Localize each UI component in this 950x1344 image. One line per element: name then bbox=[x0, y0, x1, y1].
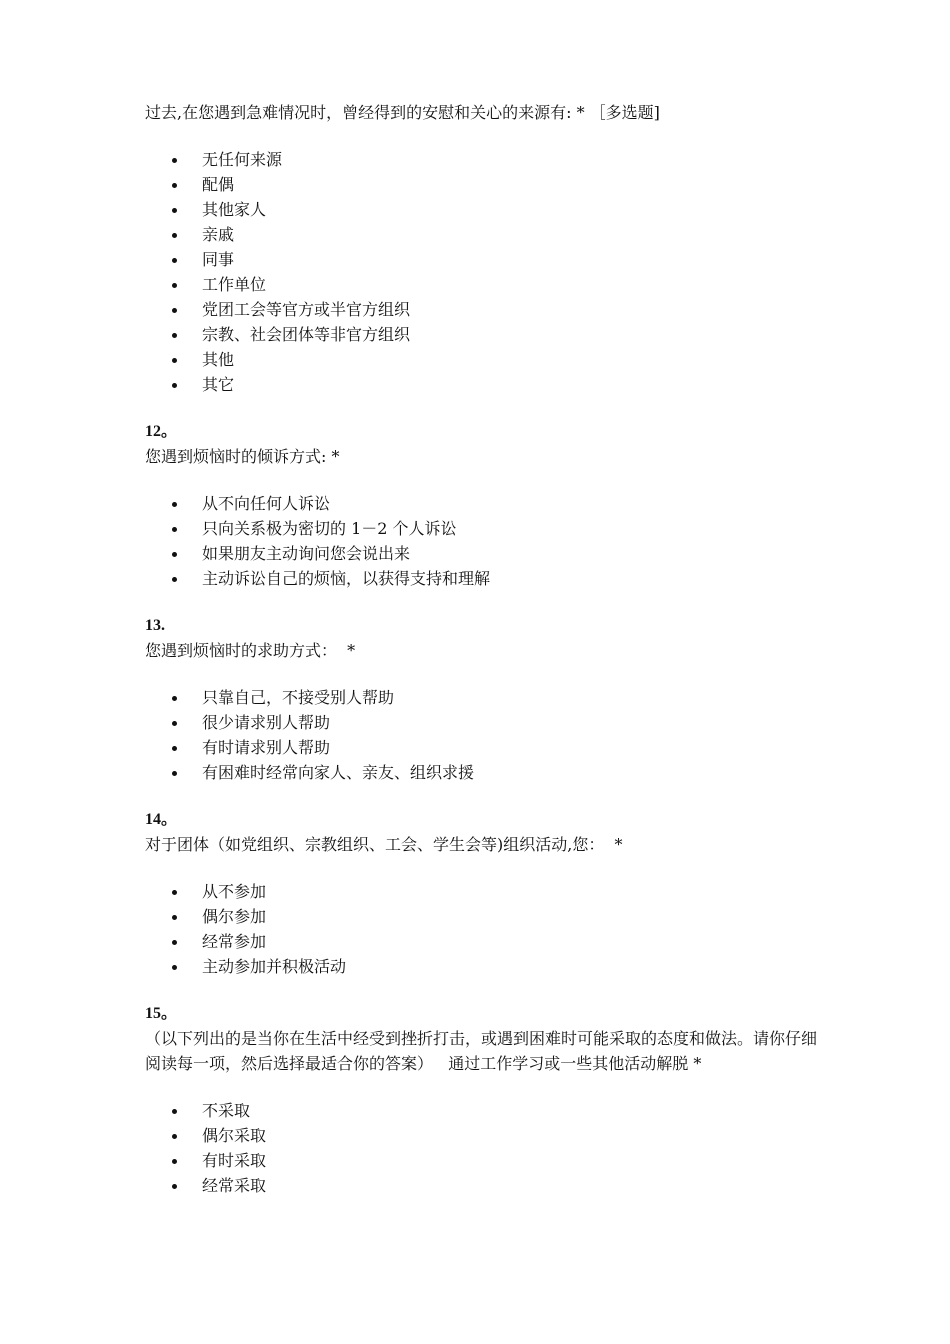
option-item[interactable] bbox=[145, 272, 825, 297]
bullet-icon bbox=[172, 527, 177, 532]
option-item[interactable] bbox=[145, 197, 825, 222]
option-label: 无任何来源 bbox=[202, 150, 283, 169]
question-14 bbox=[145, 807, 825, 979]
bullet-icon bbox=[172, 915, 177, 920]
bullet-icon bbox=[172, 1109, 177, 1114]
question-text: （以下列出的是当你在生活中经受到挫折打击，或遇到困难时可能采取的态度和做法。请你仔细阅读每一项，然后选择最适合你的答案） 通过工作学习或一些其他活动解脱 * bbox=[145, 1029, 818, 1073]
option-label: 如果朋友主动询问您会说出来 bbox=[202, 544, 411, 563]
option-item[interactable] bbox=[145, 541, 825, 566]
option-label: 工作单位 bbox=[202, 275, 267, 294]
option-item[interactable] bbox=[145, 247, 825, 272]
question-11 bbox=[145, 100, 825, 397]
option-label: 宗教、社会团体等非官方组织 bbox=[202, 325, 411, 344]
option-item[interactable] bbox=[145, 1148, 825, 1173]
question-text: 对于团体（如党组织、宗教组织、工会、学生会等)组织活动,您： * bbox=[145, 835, 623, 854]
questionnaire-page bbox=[145, 100, 825, 1198]
bullet-icon bbox=[172, 696, 177, 701]
question-number: 12。 bbox=[145, 423, 178, 440]
bullet-icon bbox=[172, 258, 177, 263]
option-label: 从不向任何人诉讼 bbox=[202, 494, 331, 513]
option-item[interactable] bbox=[145, 172, 825, 197]
bullet-icon bbox=[172, 233, 177, 238]
option-item[interactable] bbox=[145, 929, 825, 954]
bullet-icon bbox=[172, 333, 177, 338]
bullet-icon bbox=[172, 965, 177, 970]
spacer bbox=[145, 979, 825, 1001]
option-label: 有时请求别人帮助 bbox=[202, 738, 331, 757]
option-label: 经常采取 bbox=[202, 1176, 267, 1195]
bullet-icon bbox=[172, 940, 177, 945]
bullet-icon bbox=[172, 577, 177, 582]
bullet-icon bbox=[172, 890, 177, 895]
question-13 bbox=[145, 613, 825, 785]
option-item[interactable] bbox=[145, 710, 825, 735]
option-label: 经常参加 bbox=[202, 932, 267, 951]
question-number: 15。 bbox=[145, 1005, 178, 1022]
bullet-icon bbox=[172, 358, 177, 363]
bullet-icon bbox=[172, 158, 177, 163]
spacer bbox=[145, 591, 825, 613]
option-item[interactable] bbox=[145, 566, 825, 591]
question-15 bbox=[145, 1001, 825, 1198]
option-label: 只向关系极为密切的 1－2 个人诉讼 bbox=[202, 519, 457, 538]
question-text: 您遇到烦恼时的倾诉方式: * bbox=[145, 447, 340, 466]
option-list bbox=[145, 1098, 825, 1198]
option-label: 党团工会等官方或半官方组织 bbox=[202, 300, 411, 319]
option-item[interactable] bbox=[145, 491, 825, 516]
bullet-icon bbox=[172, 283, 177, 288]
option-label: 从不参加 bbox=[202, 882, 267, 901]
option-label: 主动参加并积极活动 bbox=[202, 957, 347, 976]
bullet-icon bbox=[172, 183, 177, 188]
bullet-icon bbox=[172, 502, 177, 507]
bullet-icon bbox=[172, 308, 177, 313]
option-list bbox=[145, 147, 825, 397]
option-label: 有时采取 bbox=[202, 1151, 267, 1170]
option-label: 很少请求别人帮助 bbox=[202, 713, 331, 732]
option-label: 亲戚 bbox=[202, 225, 235, 244]
question-text: 您遇到烦恼时的求助方式： * bbox=[145, 641, 356, 660]
option-item[interactable] bbox=[145, 347, 825, 372]
bullet-icon bbox=[172, 208, 177, 213]
question-number: 14。 bbox=[145, 811, 178, 828]
option-item[interactable] bbox=[145, 904, 825, 929]
option-label: 同事 bbox=[202, 250, 235, 269]
option-label: 偶尔参加 bbox=[202, 907, 267, 926]
option-item[interactable] bbox=[145, 1123, 825, 1148]
option-label: 配偶 bbox=[202, 175, 235, 194]
option-label: 偶尔采取 bbox=[202, 1126, 267, 1145]
question-12 bbox=[145, 419, 825, 591]
option-list bbox=[145, 685, 825, 785]
option-label: 只靠自己，不接受别人帮助 bbox=[202, 688, 395, 707]
bullet-icon bbox=[172, 721, 177, 726]
option-item[interactable] bbox=[145, 372, 825, 397]
bullet-icon bbox=[172, 1134, 177, 1139]
option-item[interactable] bbox=[145, 516, 825, 541]
option-item[interactable] bbox=[145, 879, 825, 904]
bullet-icon bbox=[172, 383, 177, 388]
option-item[interactable] bbox=[145, 1173, 825, 1198]
option-label: 其他家人 bbox=[202, 200, 267, 219]
question-text: 过去,在您遇到急难情况时，曾经得到的安慰和关心的来源有: * ［多选题] bbox=[145, 103, 660, 122]
bullet-icon bbox=[172, 1159, 177, 1164]
option-item[interactable] bbox=[145, 735, 825, 760]
bullet-icon bbox=[172, 1184, 177, 1189]
option-item[interactable] bbox=[145, 322, 825, 347]
bullet-icon bbox=[172, 552, 177, 557]
option-item[interactable] bbox=[145, 147, 825, 172]
spacer bbox=[145, 397, 825, 419]
option-label: 不采取 bbox=[202, 1101, 251, 1120]
option-item[interactable] bbox=[145, 1098, 825, 1123]
option-label: 其它 bbox=[202, 375, 235, 394]
option-list bbox=[145, 879, 825, 979]
option-label: 主动诉讼自己的烦恼，以获得支持和理解 bbox=[202, 569, 491, 588]
option-label: 其他 bbox=[202, 350, 235, 369]
option-item[interactable] bbox=[145, 954, 825, 979]
bullet-icon bbox=[172, 746, 177, 751]
option-item[interactable] bbox=[145, 222, 825, 247]
option-list bbox=[145, 491, 825, 591]
bullet-icon bbox=[172, 771, 177, 776]
option-item[interactable] bbox=[145, 760, 825, 785]
spacer bbox=[145, 785, 825, 807]
question-number: 13. bbox=[145, 617, 165, 634]
option-item[interactable] bbox=[145, 685, 825, 710]
option-item[interactable] bbox=[145, 297, 825, 322]
option-label: 有困难时经常向家人、亲友、组织求援 bbox=[202, 763, 475, 782]
